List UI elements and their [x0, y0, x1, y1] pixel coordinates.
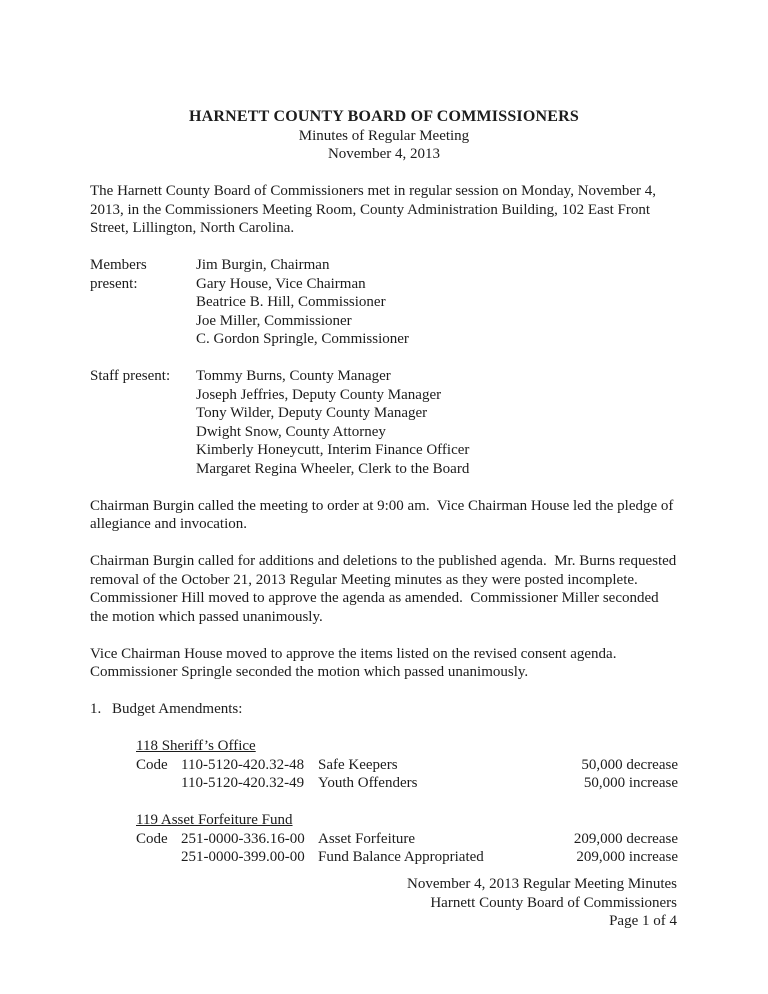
- footer-line-meeting-minutes: November 4, 2013 Regular Meeting Minutes: [407, 876, 677, 892]
- budget-line-amount: 50,000 decrease: [581, 756, 678, 773]
- list-item-label: Budget Amendments:: [112, 701, 243, 717]
- attendee-name: Beatrice B. Hill, Commissioner: [196, 294, 386, 310]
- body-paragraph: Chairman Burgin called the meeting to order at 9:00 am. Vice Chairman House led the pledge of allegiance and invocation.: [90, 497, 678, 532]
- budget-account-number: 110-5120-420.32-48: [181, 756, 305, 773]
- budget-row: [136, 774, 678, 793]
- members-present-names: [196, 256, 678, 349]
- attendee-name: Gary House, Vice Chairman: [196, 275, 366, 292]
- attendee-name: Kimberly Honeycutt, Interim Finance Officer: [196, 442, 470, 458]
- staff-present-names: [196, 367, 678, 478]
- budget-section-asset-forfeiture-fund: [136, 811, 678, 867]
- budget-account-number: 251-0000-399.00-00: [181, 849, 305, 865]
- members-present-block: [90, 256, 678, 349]
- body-paragraph: Chairman Burgin called for additions and deletions to the published agenda. Mr. Burns requested removal of the October 21, 2013 Regular Meeting minutes as they were posted incomplete. Commissioner Hill moved to approve the agenda as amended. Commissioner Miller seconded the motion which passed unanimously.: [90, 553, 681, 625]
- budget-line-description: Safe Keepers: [318, 756, 398, 773]
- budget-code-label: [136, 774, 181, 793]
- attendee-name: C. Gordon Springle, Commissioner: [196, 331, 409, 347]
- budget-section-title: 119 Asset Forfeiture Fund: [136, 812, 293, 828]
- attendee-name: Margaret Regina Wheeler, Clerk to the Board: [196, 460, 470, 477]
- budget-code-label: Code: [136, 830, 168, 847]
- budget-line-description: Fund Balance Appropriated: [318, 849, 484, 865]
- budget-account-number: 251-0000-336.16-00: [181, 830, 305, 847]
- budget-row: [136, 848, 678, 867]
- staff-present-label: Staff present:: [90, 368, 171, 384]
- budget-line-amount: 209,000 decrease: [573, 830, 678, 847]
- budget-line-description: Youth Offenders: [318, 775, 418, 791]
- attendee-name: Jim Burgin, Chairman: [196, 257, 330, 273]
- members-present-label: Members present:: [90, 257, 147, 292]
- attendee-name: Tony Wilder, Deputy County Manager: [196, 405, 428, 421]
- document-content: [90, 108, 681, 867]
- budget-line-description: Asset Forfeiture: [318, 830, 416, 847]
- budget-line-amount: 50,000 increase: [583, 775, 678, 791]
- attendee-name: Dwight Snow, County Attorney: [196, 423, 386, 440]
- page-footer: [407, 875, 677, 931]
- footer-line-board-name: Harnett County Board of Commissioners: [430, 894, 677, 911]
- document-title: HARNETT COUNTY BOARD OF COMMISSIONERS: [189, 108, 579, 125]
- budget-account-number: 110-5120-420.32-49: [181, 775, 305, 791]
- numbered-item-budget-amendments: [90, 700, 678, 719]
- budget-row: [136, 756, 678, 775]
- intro-paragraph: The Harnett County Board of Commissioners met in regular session on Monday, November 4, 2013, in the Commissioners Meeting Room, County Administration Building, 102 East Front Street, Lillington, North Carolina.: [90, 183, 660, 236]
- attendee-name: Tommy Burns, County Manager: [196, 368, 391, 384]
- document-subtitle-date: November 4, 2013: [327, 146, 441, 162]
- attendee-name: Joseph Jeffries, Deputy County Manager: [196, 386, 442, 403]
- budget-line-amount: 209,000 increase: [576, 849, 678, 865]
- budget-section-sheriffs-office: [136, 737, 678, 793]
- budget-code-label: [136, 848, 181, 867]
- budget-code-label: Code: [136, 756, 168, 773]
- body-paragraph: Vice Chairman House moved to approve the items listed on the revised consent agenda. Commissioner Springle seconded the motion which passed unanimously.: [90, 645, 624, 680]
- budget-section-title: 118 Sheriff’s Office: [136, 738, 256, 754]
- list-item-number: 1.: [90, 701, 102, 717]
- document-subtitle-meeting: Minutes of Regular Meeting: [298, 127, 470, 144]
- attendee-name: Joe Miller, Commissioner: [196, 312, 352, 329]
- staff-present-block: [90, 367, 678, 478]
- footer-line-page-number: Page 1 of 4: [609, 913, 677, 929]
- budget-row: [136, 830, 678, 849]
